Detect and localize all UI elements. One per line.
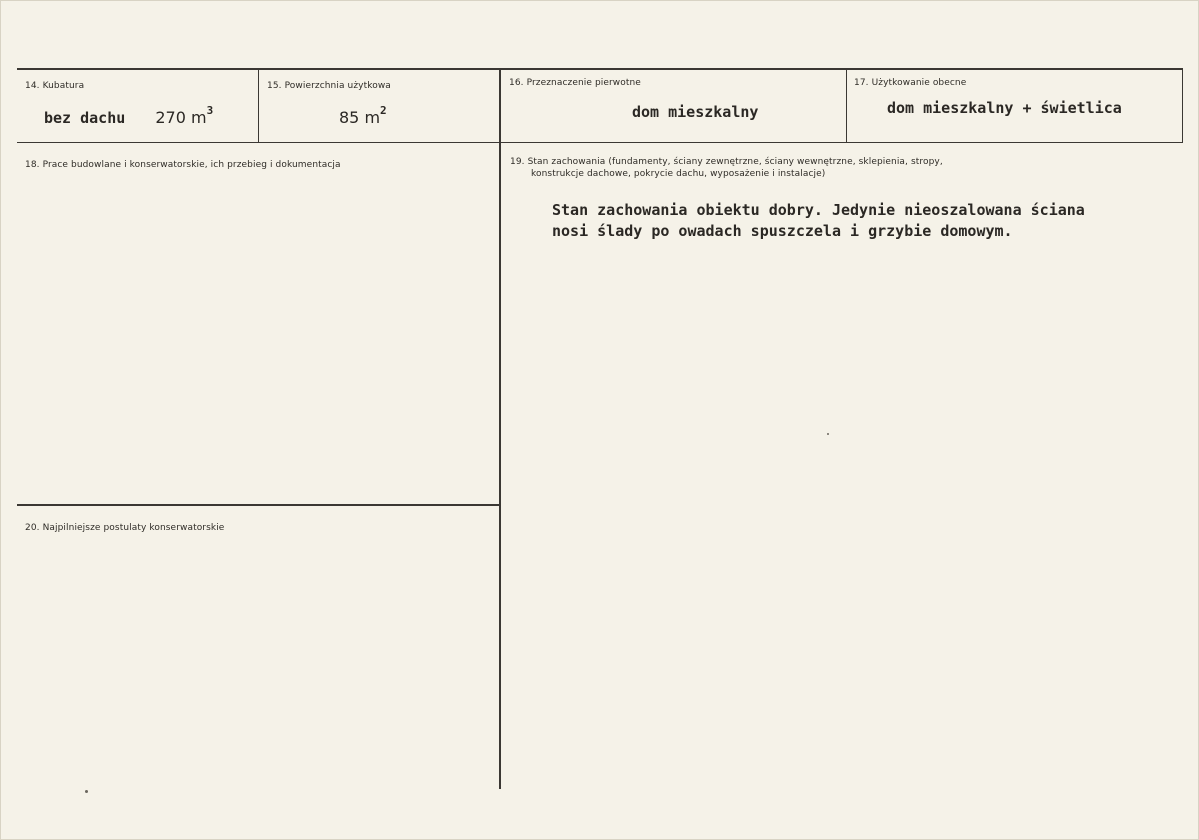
field-15-value-number: 85 m xyxy=(339,108,381,127)
field-14-value-number: 270 m xyxy=(155,108,207,127)
field-19-label-line1: 19. Stan zachowania (fundamenty, ściany zewnętrzne, ściany wewnętrzne, sklepienia, stropy, xyxy=(510,157,943,167)
field-17-value: dom mieszkalny + świetlica xyxy=(887,99,1122,117)
field-15-unit-exponent: 2 xyxy=(380,104,387,117)
divider-16-17 xyxy=(846,69,847,143)
field-14-unit-exponent: 3 xyxy=(206,104,214,117)
field-17-label: 17. Użytkowanie obecne xyxy=(854,78,967,88)
field-19-value: Stan zachowania obiektu dobry. Jedynie nieoszalowana ściana nosi ślady po owadach spuszczela i grzybie domowym. xyxy=(552,201,1085,240)
field-18-label: 18. Prace budowlane i konserwatorskie, ich przebieg i dokumentacja xyxy=(25,160,341,170)
section-18-bottom-line xyxy=(17,504,499,506)
field-19-label-line2: konstrukcje dachowe, pokrycie dachu, wyposażenie i instalacje) xyxy=(531,169,826,179)
field-15-label: 15. Powierzchnia użytkowa xyxy=(267,81,391,91)
field-14-value-text: bez dachu xyxy=(44,109,126,127)
paper-speck xyxy=(827,433,829,435)
divider-main xyxy=(499,69,501,789)
field-14-label: 14. Kubatura xyxy=(25,81,85,91)
top-border-line xyxy=(17,68,1183,70)
field-16-value: dom mieszkalny xyxy=(632,103,759,121)
paper-speck xyxy=(85,790,88,793)
divider-14-15 xyxy=(258,69,259,143)
field-16-label: 16. Przeznaczenie pierwotne xyxy=(509,78,641,88)
field-15-value xyxy=(339,104,387,127)
header-row-bottom-line xyxy=(17,142,1183,143)
right-border-line xyxy=(1182,69,1183,143)
field-14-value xyxy=(44,104,214,127)
field-20-label: 20. Najpilniejsze postulaty konserwatorskie xyxy=(25,523,225,533)
